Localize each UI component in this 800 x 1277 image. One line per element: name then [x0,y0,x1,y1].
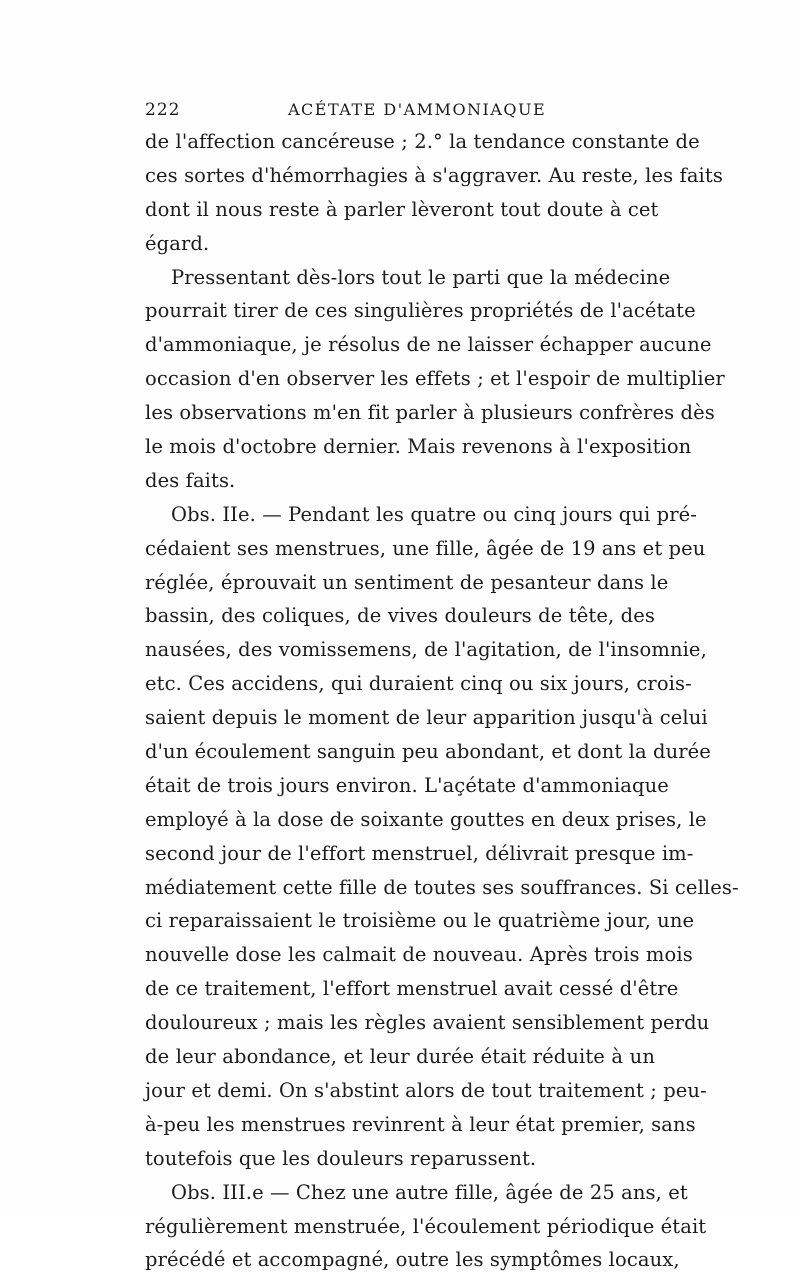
text-line: bassin, des coliques, de vives douleurs de tête, des [145,604,655,628]
text-line: Pressentant dès-lors tout le parti que la médecine [171,265,671,289]
text-line: etc. Ces accidens, qui duraient cinq ou six jours, crois- [145,672,692,696]
text-line: Obs. III.e — Chez une autre fille, âgée de 25 ans, et [171,1180,688,1204]
body-text [145,125,739,1277]
text-line: employé à la dose de soixante gouttes en deux prises, le [145,807,707,831]
text-line: des faits. [145,468,236,492]
text-line: d'un écoulement sanguin peu abondant, et dont la durée [145,740,711,764]
text-line: nausées, des vomissemens, de l'agitation, de l'insomnie, [145,638,707,662]
text-line: les observations m'en fit parler à plusieurs confrères dès [145,401,715,425]
text-line: égard. [145,231,210,255]
text-line: à-peu les menstrues revinrent à leur état premier, sans [145,1112,696,1136]
text-line: de l'affection cancéreuse ; 2.° la tendance constante de [145,130,700,153]
text-line: saient depuis le moment de leur apparition jusqu'à celui [145,706,708,730]
text-line: était de trois jours environ. L'açétate d'ammoniaque [145,773,669,797]
text-line: le mois d'octobre dernier. Mais revenons à l'exposition [145,435,692,459]
text-line: médiatement cette fille de toutes ses souffrances. Si celles- [145,875,739,899]
page-number: 222 [145,100,181,120]
text-line: douloureux ; mais les règles avaient sensiblement perdu [145,1011,710,1035]
text-line: second jour de l'effort menstruel, délivrait presque im- [145,841,694,865]
text-line: toutefois que les douleurs reparussent. [145,1146,537,1170]
text-line: d'ammoniaque, je résolus de ne laisser échapper aucune [145,333,712,357]
text-line: de leur abondance, et leur durée était réduite à un [145,1045,655,1069]
text-line: de ce traitement, l'effort menstruel avait cessé d'être [145,977,679,1001]
text-line: précédé et accompagné, outre les symptômes locaux, [145,1248,680,1272]
text-line: réglée, éprouvait un sentiment de pesanteur dans le [145,570,669,594]
text-line: ces sortes d'hémorrhagies à s'aggraver. Au reste, les faits [145,163,723,187]
text-line: occasion d'en observer les effets ; et l'espoir de multiplier [145,367,725,391]
text-line: jour et demi. On s'abstint alors de tout traitement ; peu- [145,1078,707,1102]
text-line: ci reparaissaient le troisième ou le quatrième jour, une [145,909,695,933]
text-line: Obs. IIe. — Pendant les quatre ou cinq jours qui pré- [171,502,697,526]
text-line: cédaient ses menstrues, une fille, âgée de 19 ans et peu [145,536,706,560]
running-title: ACÉTATE D'AMMONIAQUE [288,100,547,119]
text-line: nouvelle dose les calmait de nouveau. Après trois mois [145,943,693,967]
text-line: dont il nous reste à parler lèveront tout doute à cet [145,197,659,221]
text-line: régulièrement menstruée, l'écoulement périodique était [145,1214,707,1238]
page-header [145,100,655,122]
text-line: pourrait tirer de ces singulières propriétés de l'acétate [145,299,696,323]
